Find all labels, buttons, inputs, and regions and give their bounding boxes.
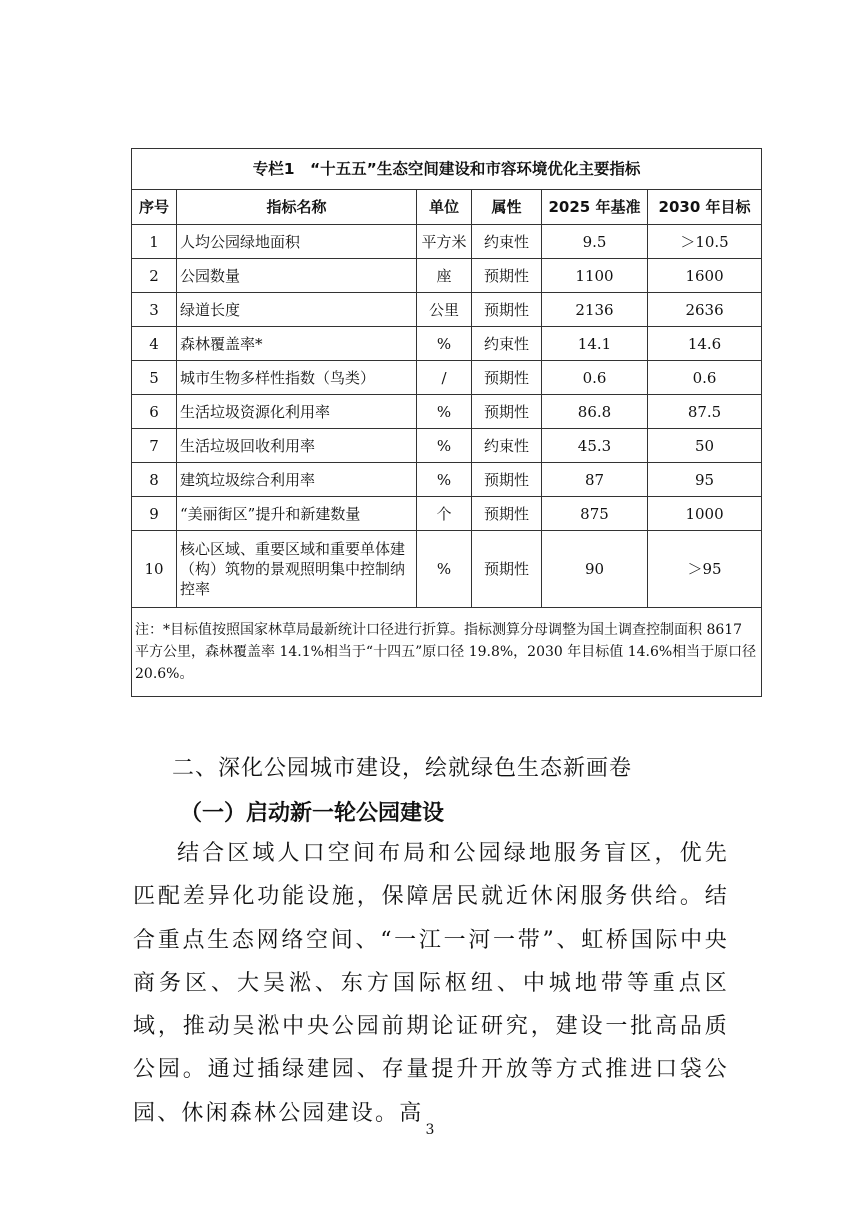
cell-attr: 预期性 (472, 259, 542, 293)
indicator-table (131, 148, 762, 697)
cell-unit: / (417, 361, 472, 395)
cell-unit: % (417, 463, 472, 497)
cell-attr: 预期性 (472, 395, 542, 429)
cell-unit: 公里 (417, 293, 472, 327)
page-number: 3 (425, 1122, 435, 1138)
cell-unit: 平方米 (417, 225, 472, 259)
cell-attr: 预期性 (472, 531, 542, 608)
table-row (132, 361, 762, 395)
cell-base: 90 (542, 531, 648, 608)
table-row (132, 531, 762, 608)
table-row (132, 259, 762, 293)
table-note: 注：*目标值按照国家林草局最新统计口径进行折算。指标测算分母调整为国土调查控制面积 8617 平方公里，森林覆盖率 14.1%相当于“十四五”原口径 19.8%，2030 年目标值 14.6%相当于原口径 20.6%。 (132, 608, 762, 697)
cell-name: 建筑垃圾综合利用率 (177, 463, 417, 497)
cell-no: 5 (132, 361, 177, 395)
cell-base: 1100 (542, 259, 648, 293)
cell-name: 森林覆盖率* (177, 327, 417, 361)
cell-target: 1000 (648, 497, 762, 531)
cell-target: 50 (648, 429, 762, 463)
cell-base: 86.8 (542, 395, 648, 429)
cell-no: 9 (132, 497, 177, 531)
cell-attr: 预期性 (472, 463, 542, 497)
header-unit: 单位 (417, 190, 472, 225)
cell-name: “美丽街区”提升和新建数量 (177, 497, 417, 531)
cell-no: 4 (132, 327, 177, 361)
cell-attr: 预期性 (472, 361, 542, 395)
cell-target: ＞10.5 (648, 225, 762, 259)
cell-attr: 预期性 (472, 293, 542, 327)
header-base: 2025 年基准 (542, 190, 648, 225)
cell-name: 绿道长度 (177, 293, 417, 327)
table-row (132, 327, 762, 361)
cell-base: 87 (542, 463, 648, 497)
cell-no: 1 (132, 225, 177, 259)
cell-target: 1600 (648, 259, 762, 293)
body-paragraph: 结合区域人口空间布局和公园绿地服务盲区，优先匹配差异化功能设施，保障居民就近休闲服务供给。结合重点生态网络空间、“一江一河一带”、虹桥国际中央商务区、大吴淞、东方国际枢纽、中城地带等重点区域，推动吴淞中央公园前期论证研究，建设一批高品质公园。通过插绿建园、存量提升开放等方式推进口袋公园、休闲森林公园建设。高 (133, 841, 729, 1126)
cell-name: 生活垃圾资源化利用率 (177, 395, 417, 429)
cell-attr: 预期性 (472, 497, 542, 531)
cell-name: 公园数量 (177, 259, 417, 293)
subsection-heading: （一）启动新一轮公园建设 (180, 800, 445, 826)
cell-no: 10 (132, 531, 177, 608)
table-title: 专栏1 “十五五”生态空间建设和市容环境优化主要指标 (132, 149, 762, 190)
cell-no: 2 (132, 259, 177, 293)
cell-attr: 约束性 (472, 429, 542, 463)
cell-target: 2636 (648, 293, 762, 327)
cell-unit: % (417, 531, 472, 608)
table-row (132, 395, 762, 429)
cell-name: 核心区域、重要区域和重要单体建（构）筑物的景观照明集中控制纳控率 (177, 531, 417, 608)
cell-base: 875 (542, 497, 648, 531)
table-row (132, 293, 762, 327)
cell-target: 14.6 (648, 327, 762, 361)
header-no: 序号 (132, 190, 177, 225)
cell-attr: 约束性 (472, 327, 542, 361)
cell-no: 6 (132, 395, 177, 429)
section-heading: 二、深化公园城市建设，绘就绿色生态新画卷 (172, 756, 633, 781)
cell-name: 城市生物多样性指数（鸟类） (177, 361, 417, 395)
cell-unit: 座 (417, 259, 472, 293)
cell-base: 45.3 (542, 429, 648, 463)
table-row (132, 225, 762, 259)
table-row (132, 497, 762, 531)
cell-base: 0.6 (542, 361, 648, 395)
cell-target: 0.6 (648, 361, 762, 395)
cell-unit: % (417, 429, 472, 463)
cell-no: 3 (132, 293, 177, 327)
cell-attr: 约束性 (472, 225, 542, 259)
table-row (132, 429, 762, 463)
table-row (132, 463, 762, 497)
cell-unit: % (417, 395, 472, 429)
cell-unit: 个 (417, 497, 472, 531)
cell-target: 95 (648, 463, 762, 497)
cell-base: 2136 (542, 293, 648, 327)
cell-name: 生活垃圾回收利用率 (177, 429, 417, 463)
cell-base: 14.1 (542, 327, 648, 361)
cell-target: 87.5 (648, 395, 762, 429)
cell-no: 8 (132, 463, 177, 497)
header-target: 2030 年目标 (648, 190, 762, 225)
cell-name: 人均公园绿地面积 (177, 225, 417, 259)
cell-base: 9.5 (542, 225, 648, 259)
cell-unit: % (417, 327, 472, 361)
cell-target: ＞95 (648, 531, 762, 608)
header-name: 指标名称 (177, 190, 417, 225)
cell-no: 7 (132, 429, 177, 463)
header-attr: 属性 (472, 190, 542, 225)
table-header-row (132, 190, 762, 225)
